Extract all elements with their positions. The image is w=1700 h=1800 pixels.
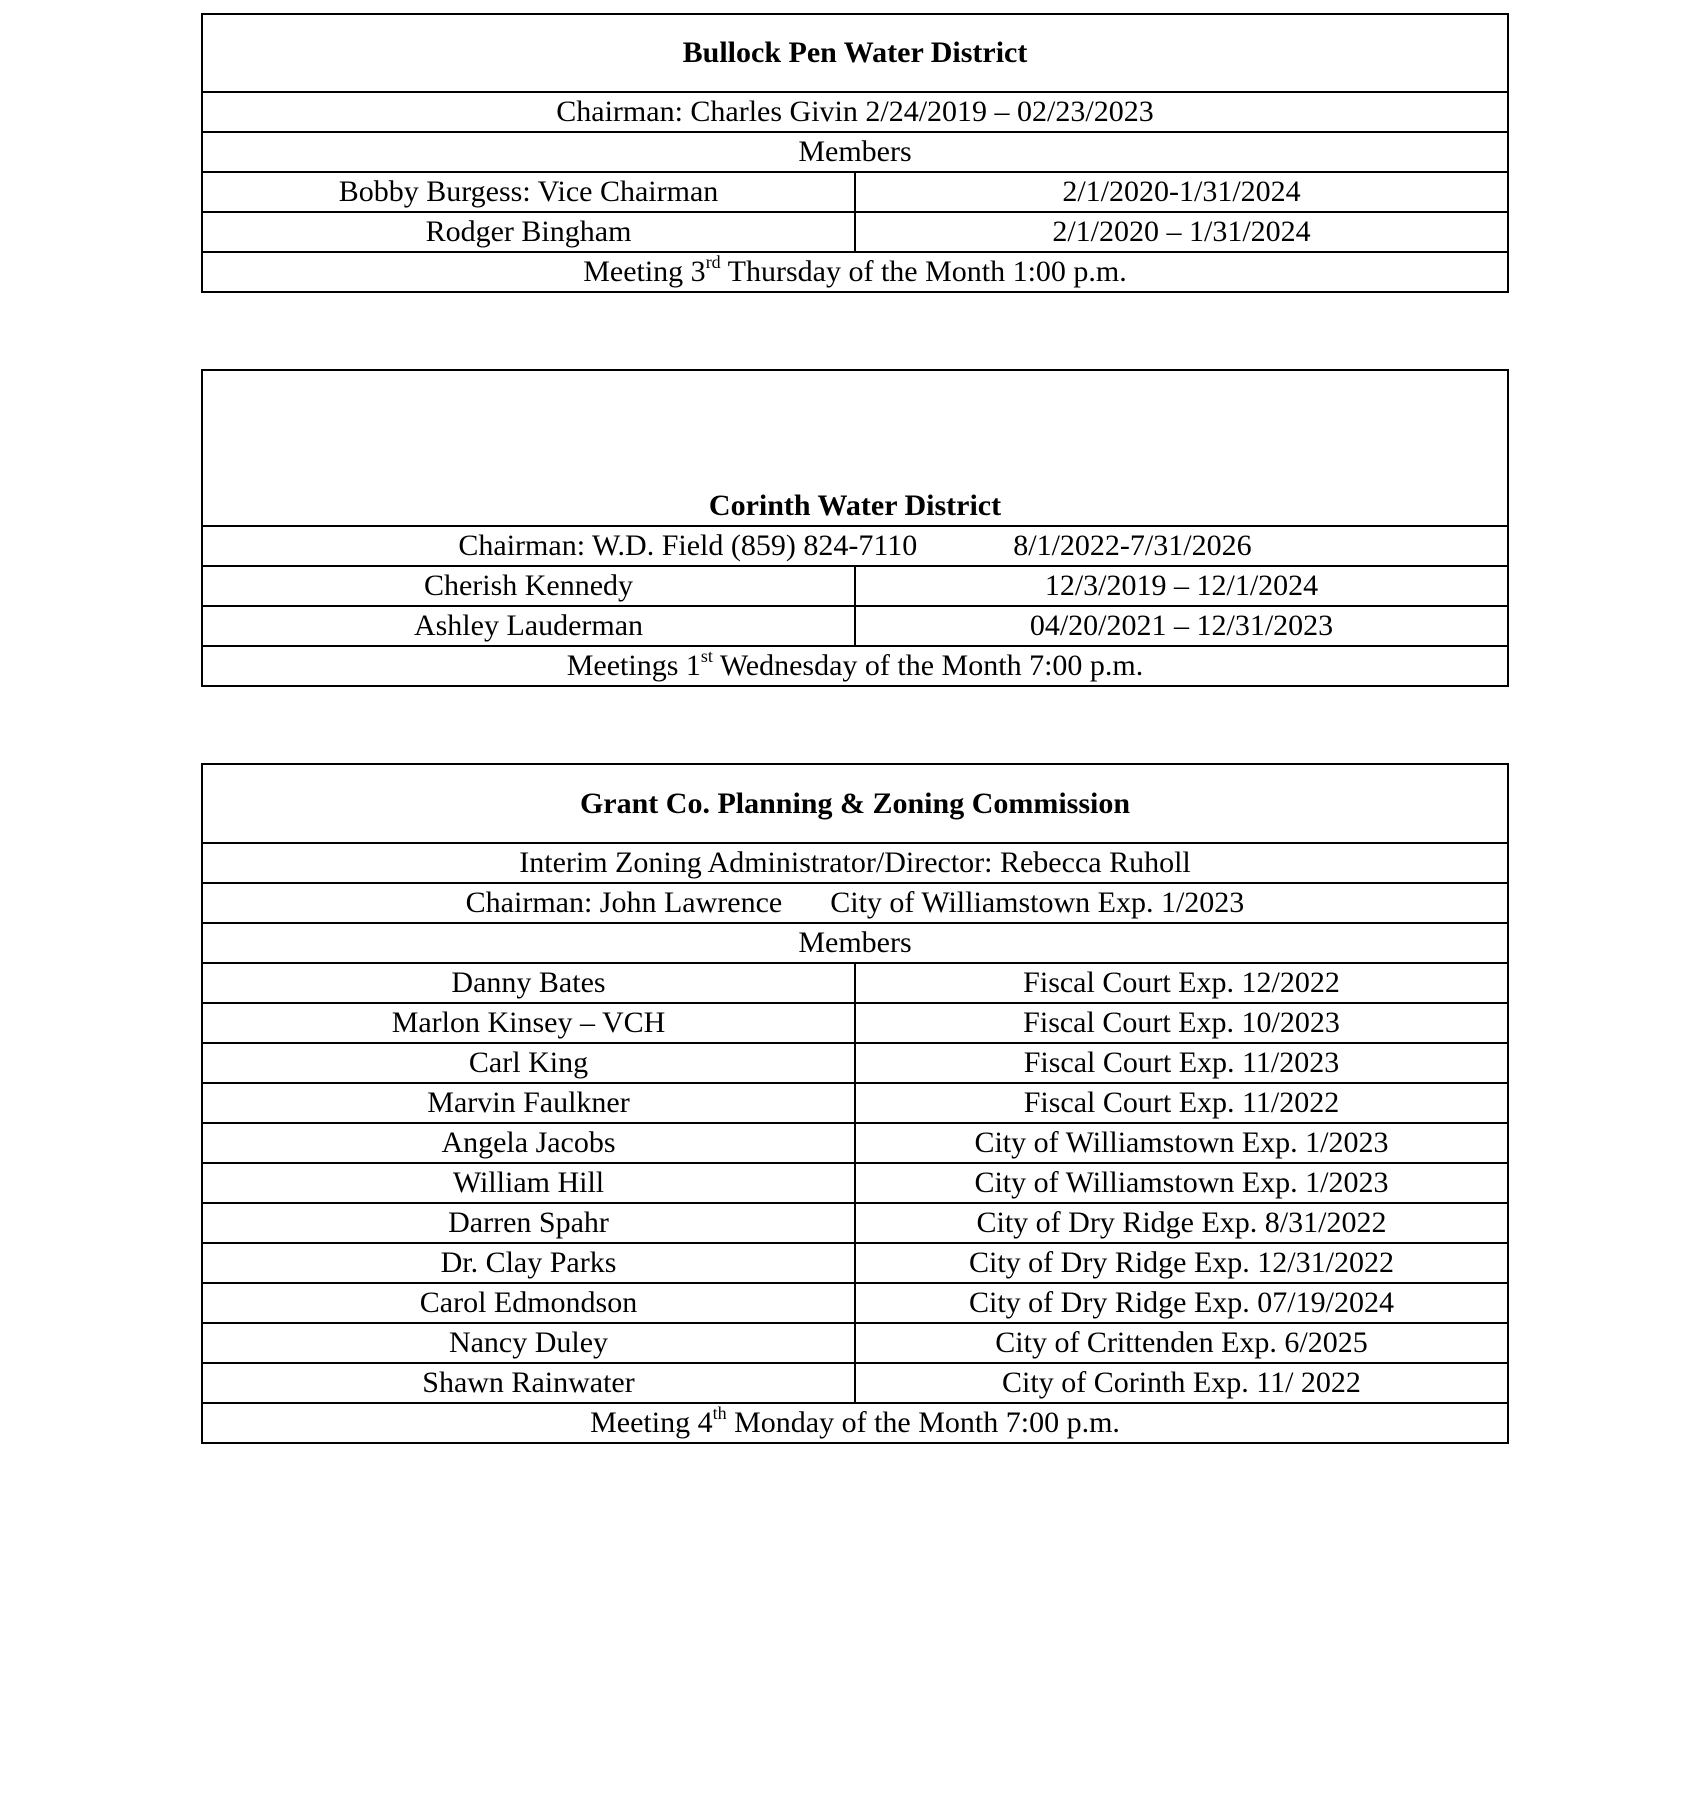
member-name: Marlon Kinsey – VCH <box>202 1003 855 1043</box>
chairman-row: Chairman: Charles Givin 2/24/2019 – 02/23/2023 <box>202 92 1508 132</box>
member-row <box>202 172 1508 212</box>
member-row <box>202 1283 1508 1323</box>
meeting-prefix: Meeting 4 <box>590 1406 713 1439</box>
member-term: 04/20/2021 – 12/31/2023 <box>855 606 1508 646</box>
meeting-ordinal: st <box>700 646 713 666</box>
member-name: Angela Jacobs <box>202 1123 855 1163</box>
meeting-suffix: Monday of the Month 7:00 p.m. <box>726 1406 1120 1439</box>
meeting-schedule <box>202 252 1508 292</box>
member-row <box>202 1363 1508 1403</box>
grant-planning-zoning-table <box>201 763 1509 1444</box>
member-name: Carl King <box>202 1043 855 1083</box>
meeting-ordinal: rd <box>705 252 721 272</box>
chairman-row <box>202 883 1508 923</box>
bullock-pen-water-district-table <box>201 13 1509 293</box>
member-term: Fiscal Court Exp. 12/2022 <box>855 963 1508 1003</box>
meeting-suffix: Thursday of the Month 1:00 p.m. <box>720 255 1127 288</box>
chairman-name: Chairman: John Lawrence <box>465 886 783 919</box>
member-name: Danny Bates <box>202 963 855 1003</box>
member-term: 2/1/2020 – 1/31/2024 <box>855 212 1508 252</box>
member-term: City of Corinth Exp. 11/ 2022 <box>855 1363 1508 1403</box>
member-term: Fiscal Court Exp. 10/2023 <box>855 1003 1508 1043</box>
member-row <box>202 1083 1508 1123</box>
member-name: Marvin Faulkner <box>202 1083 855 1123</box>
member-name: Darren Spahr <box>202 1203 855 1243</box>
member-row <box>202 1323 1508 1363</box>
members-label: Members <box>202 132 1508 172</box>
member-name: Rodger Bingham <box>202 212 855 252</box>
member-row <box>202 1043 1508 1083</box>
member-term: City of Dry Ridge Exp. 8/31/2022 <box>855 1203 1508 1243</box>
meeting-prefix: Meetings 1 <box>566 649 701 682</box>
member-row <box>202 1123 1508 1163</box>
meeting-ordinal: th <box>712 1403 727 1423</box>
meeting-suffix: Wednesday of the Month 7:00 p.m. <box>712 649 1144 682</box>
member-term: Fiscal Court Exp. 11/2022 <box>855 1083 1508 1123</box>
member-name: Nancy Duley <box>202 1323 855 1363</box>
member-term: 2/1/2020-1/31/2024 <box>855 172 1508 212</box>
meeting-schedule <box>202 1403 1508 1443</box>
member-row <box>202 1203 1508 1243</box>
member-name: Carol Edmondson <box>202 1283 855 1323</box>
member-name: Dr. Clay Parks <box>202 1243 855 1283</box>
member-row <box>202 963 1508 1003</box>
meeting-schedule <box>202 646 1508 686</box>
member-row <box>202 212 1508 252</box>
member-term: City of Williamstown Exp. 1/2023 <box>855 1123 1508 1163</box>
board-title: Bullock Pen Water District <box>202 14 1508 92</box>
corinth-water-district-table <box>201 369 1509 687</box>
meeting-prefix: Meeting 3 <box>583 255 706 288</box>
member-name: Ashley Lauderman <box>202 606 855 646</box>
board-title: Grant Co. Planning & Zoning Commission <box>202 764 1508 843</box>
chairman-row <box>202 526 1508 566</box>
board-title: Corinth Water District <box>202 370 1508 526</box>
chairman-term: City of Williamstown Exp. 1/2023 <box>830 886 1245 919</box>
member-name: Shawn Rainwater <box>202 1363 855 1403</box>
member-row <box>202 606 1508 646</box>
member-term: City of Dry Ridge Exp. 12/31/2022 <box>855 1243 1508 1283</box>
member-term: 12/3/2019 – 12/1/2024 <box>855 566 1508 606</box>
member-name: Cherish Kennedy <box>202 566 855 606</box>
member-term: City of Crittenden Exp. 6/2025 <box>855 1323 1508 1363</box>
member-row <box>202 566 1508 606</box>
administrator-row: Interim Zoning Administrator/Director: Rebecca Ruholl <box>202 843 1508 883</box>
member-row <box>202 1003 1508 1043</box>
member-term: Fiscal Court Exp. 11/2023 <box>855 1043 1508 1083</box>
member-name: William Hill <box>202 1163 855 1203</box>
chairman-term: 8/1/2022-7/31/2026 <box>1013 529 1252 562</box>
member-row <box>202 1243 1508 1283</box>
member-row <box>202 1163 1508 1203</box>
member-term: City of Williamstown Exp. 1/2023 <box>855 1163 1508 1203</box>
members-label: Members <box>202 923 1508 963</box>
chairman-name: Chairman: W.D. Field (859) 824-7110 <box>458 529 918 562</box>
member-name: Bobby Burgess: Vice Chairman <box>202 172 855 212</box>
member-term: City of Dry Ridge Exp. 07/19/2024 <box>855 1283 1508 1323</box>
